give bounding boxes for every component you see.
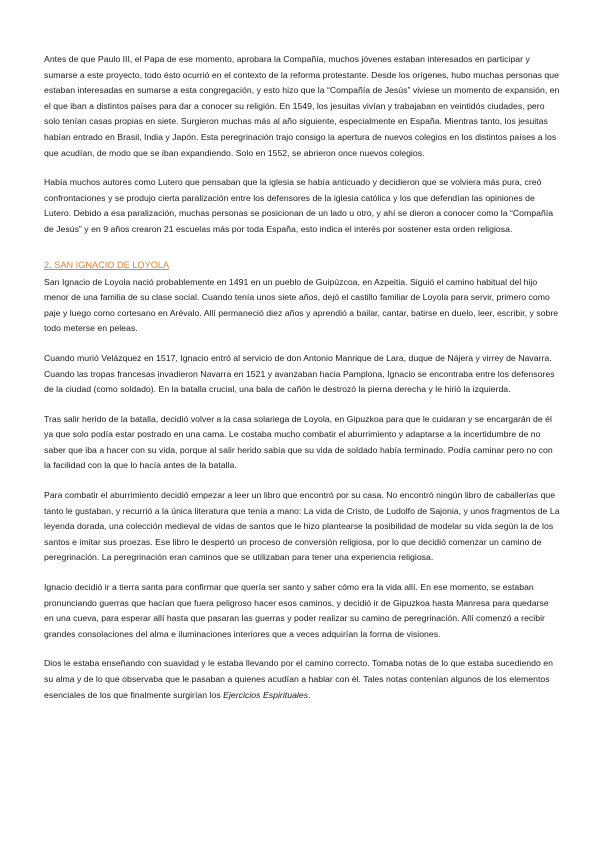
paragraph-compania-expansion: Antes de que Paulo III, el Papa de ese momento, aprobara la Compañía, muchos jóvenes estaban interesados en participar y sumarse a este proyecto, todo ésto ocurrió en el contexto de la reforma protestante. Desde los orígenes, hubo muchas personas que estaban interesadas en sumarse a esta congregación, y esto hizo que la “Compañía de Jesús” viviese un momento de expansión, en el que iban a distintos países para dar a conocer su religión. En 1549, los jesuitas vivían y trabajaban en veintidós ciudades, pero solo tenían casas propias en siete. Surgieron muchas más al año siguiente, especialmente en España. Mientras tanto, los jesuitas habían entrado en Brasil, India y Japón. Esta peregrinación trajo consigo la apertura de nuevos colegios en los distintos países a los que acudían, de modo que se iban expandiendo. Solo en 1552, se abrieron once nuevos colegios.: [44, 54, 560, 158]
paragraph-batalla: Cuando murió Velázquez en 1517, Ignacio entró al servicio de don Antonio Manrique de Lara, duque de Nájera y virrey de Navarra. Cuando las tropas francesas invadieron Navarra en 1521 y avanzaban hacia Pamplona, Ignacio se encontraba entre los defensores de la ciudad (como soldado). En la batalla crucial, una bala de cañón le destrozó la pierna derecha y le hirió la izquierda.: [44, 352, 555, 395]
paragraph-herido: Tras salir herido de la batalla, decidió volver a la casa solariega de Loyola, en Gipuzkoa para que le cuidaran y se encargarán de él ya que solo podía estar postrado en una cama. Le costaba mucho combatir el aburrimiento y adaptarse a la incertidumbre de no saber que iba a hacer con su vida, porque al salir herido sabía que su vida de soldado había terminado. Podía caminar pero no con la facilidad con la que lo hacía antes de la batalla.: [44, 413, 553, 471]
paragraph-nacimiento: San Ignacio de Loyola nació probablemente en 1491 en un pueblo de Guipúzcoa, en Azpeitia. Siguió el camino habitual del hijo menor de una familia de su clase social. Cuando tenía unos siete años, dejó el castillo familiar de Loyola para servir, primero como paje y luego como cortesano en Arévalo. Allí permaneció diez años y aprendió a bailar, cantar, batirse en duelo, leer, escribir, y sobre todo meterse en peleas.: [44, 276, 559, 334]
ejercicios-espirituales-title: Ejercicios Espirituales: [223, 689, 309, 700]
paragraph-lectura: Para combatir el aburrimiento decidió empezar a leer un libro que encontró por su casa. No encontró ningún libro de caballerías que tanto le gustaban, y recurrió a la única literatura que tenía a mano: La vida de Cristo, de Ludolfo de Sajonia, y unos fragmentos de La leyenda dorada, una colección medieval de vidas de santos que le hizo plantearse la posibilidad de modelar su vida según la de los santos e imitar sus proezas. Ese libro le despertó un proceso de conversión religiosa, por lo que decidió comenzar un camino de peregrinación. La peregrinación eran caminos que se utilizaban para tener una experiencia religiosa.: [44, 490, 560, 563]
paragraph-ejercicios: [44, 656, 560, 703]
paragraph-ejercicios-text: Dios le estaba enseñando con suavidad y le estaba llevando por el camino correcto. Tomaba notas de lo que estaba sucediendo en su alma y de lo que observaba que le pasaban a quienes acudían a hablar con él. Tales notas contenían algunos de los elementos esenciales de los que finalmente surgirían los: [44, 658, 553, 700]
paragraph-lutero: Había muchos autores como Lutero que pensaban que la iglesia se había anticuado y decidieron que se volviera más pura, creó confrontaciones y se produjo cierta paralización entre los defensores de la iglesia católica y los que defendían las opiniones de Lutero. Debido a esa paralización, muchas personas se posicionan de un lado u otro, y ahí se dieron a conocer como la “Compañía de Jesús” y en 9 años crearon 21 escuelas más por toda España, esto indica el interés por sostener esta orden religiosa.: [44, 177, 554, 234]
section-heading-san-ignacio: 2. SAN IGNACIO DE LOYOLA: [44, 259, 170, 270]
paragraph-ejercicios-end: .: [308, 689, 311, 700]
paragraph-tierra-santa: Ignacio decidió ir a tierra santa para confirmar que quería ser santo y saber cómo era la vida allí. En ese momento, se estaban pronunciando guerras que hacían que fuera peligroso hacer esos caminos, y decidió ir de Gipuzkoa hasta Manresa para quedarse en una cueva, para esperar allí hasta que pasaran las guerras y poder realizar su camino de peregrinación. Allí comenzó a recibir grandes consolaciones del alma e iluminaciones interiores que a veces adquirían la forma de visiones.: [44, 582, 549, 639]
